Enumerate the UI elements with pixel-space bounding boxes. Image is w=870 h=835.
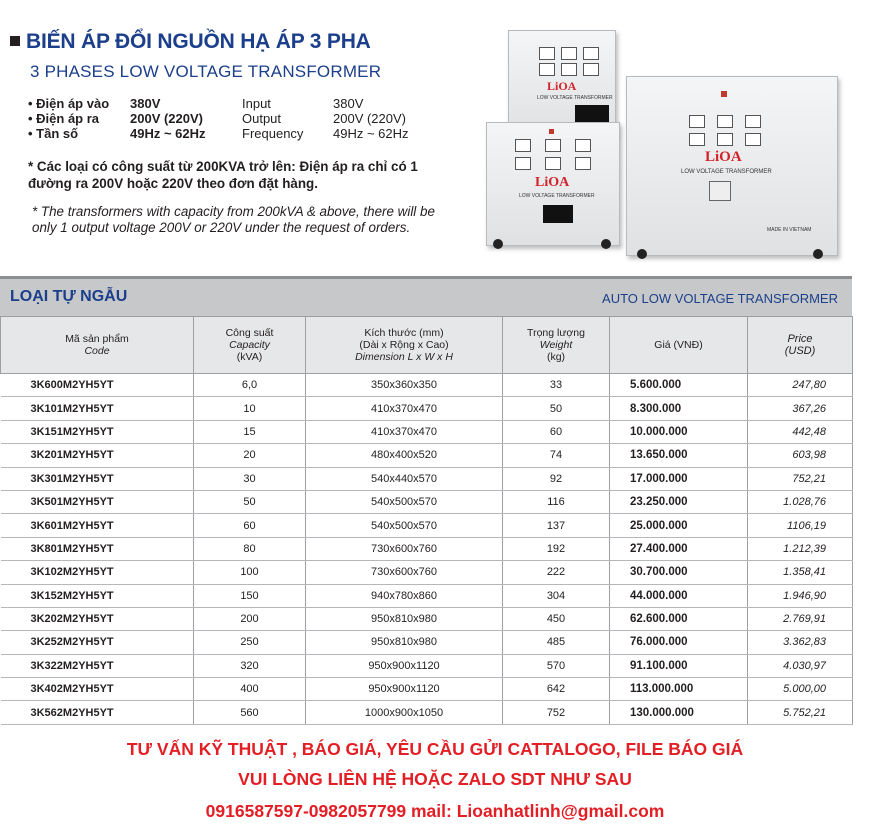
meter-icon (561, 63, 577, 76)
meter-icon (689, 133, 705, 146)
col-code (1, 317, 194, 374)
spec-value-vn: 200V (220V) (130, 111, 203, 126)
col-cap-en: Capacity (229, 339, 270, 351)
col-dim-vn: Kích thước (mm) (364, 327, 444, 339)
cell-vnd: 5.600.000 (610, 374, 748, 397)
cell-vnd: 130.000.000 (610, 701, 748, 724)
table-row (1, 420, 853, 443)
cell-wt: 137 (503, 514, 610, 537)
cell-code: 3K801M2YH5YT (1, 537, 194, 560)
cell-dim: 410x370x470 (306, 397, 503, 420)
bullet-square-icon (10, 36, 20, 46)
cell-wt: 192 (503, 537, 610, 560)
meter-icon (717, 133, 733, 146)
cell-dim: 350x360x350 (306, 374, 503, 397)
table-row (1, 444, 853, 467)
spec-label-vn: • Tần số (28, 126, 79, 141)
spec-value-vn: 380V (130, 96, 161, 111)
cell-usd: 442,48 (748, 420, 853, 443)
cell-wt: 752 (503, 701, 610, 724)
cell-dim: 540x440x570 (306, 467, 503, 490)
cell-dim: 1000x900x1050 (306, 701, 503, 724)
cell-cap: 150 (194, 584, 306, 607)
spec-row (28, 96, 448, 111)
spec-value-en: 49Hz ~ 62Hz (333, 126, 409, 141)
col-dim-en: Dimension L x W x H (355, 351, 453, 363)
cell-code: 3K402M2YH5YT (1, 678, 194, 701)
cell-wt: 60 (503, 420, 610, 443)
spec-row (28, 126, 448, 141)
col-cap-unit: (kVA) (236, 351, 263, 363)
footer-line-1: TƯ VẤN KỸ THUẬT , BÁO GIÁ, YÊU CẦU GỬI CATTALOGO, FILE BÁO GIÁ (126, 739, 744, 759)
meter-icon (717, 115, 733, 128)
table-title-bar (0, 276, 852, 317)
cell-usd: 1.946,90 (748, 584, 853, 607)
cell-wt: 304 (503, 584, 610, 607)
cabinet-medium (486, 122, 620, 246)
cabinet-label: LOW VOLTAGE TRANSFORMER (537, 95, 613, 101)
cell-usd: 3.362,83 (748, 631, 853, 654)
cell-vnd: 17.000.000 (610, 467, 748, 490)
cell-dim: 950x900x1120 (306, 678, 503, 701)
cell-code: 3K201M2YH5YT (1, 444, 194, 467)
spec-label-en: Input (242, 96, 271, 111)
table-row (1, 701, 853, 724)
cell-dim: 940x780x860 (306, 584, 503, 607)
meter-icon (515, 157, 531, 170)
meter-icon (561, 47, 577, 60)
cell-cap: 100 (194, 561, 306, 584)
cell-cap: 320 (194, 654, 306, 677)
cell-wt: 92 (503, 467, 610, 490)
col-wt-en: Weight (539, 339, 573, 351)
cell-code: 3K102M2YH5YT (1, 561, 194, 584)
cell-usd: 1106,19 (748, 514, 853, 537)
cell-cap: 50 (194, 490, 306, 513)
cell-dim: 950x810x980 (306, 631, 503, 654)
table-row (1, 467, 853, 490)
cell-wt: 642 (503, 678, 610, 701)
cell-code: 3K202M2YH5YT (1, 607, 194, 630)
cell-cap: 6,0 (194, 374, 306, 397)
wheel-icon (637, 249, 647, 259)
cell-cap: 200 (194, 607, 306, 630)
cabinet-label: LOW VOLTAGE TRANSFORMER (681, 169, 772, 175)
cell-dim: 730x600x760 (306, 561, 503, 584)
meter-icon (583, 47, 599, 60)
cell-cap: 250 (194, 631, 306, 654)
spec-value-en: 380V (333, 96, 364, 111)
wheel-icon (601, 239, 611, 249)
cabinet-small (508, 30, 616, 137)
footer-line-2: VUI LÒNG LIÊN HỆ HOẶC ZALO SDT NHƯ SAU (238, 769, 632, 789)
brand-logo: LiOA (547, 79, 577, 93)
col-vnd-label: Giá (VNĐ) (654, 339, 703, 351)
table-row (1, 678, 853, 701)
made-in-label: MADE IN VIETNAM (767, 227, 812, 233)
spec-list (28, 96, 448, 141)
cell-usd: 1.212,39 (748, 537, 853, 560)
price-table (0, 316, 853, 725)
cell-wt: 50 (503, 397, 610, 420)
cell-usd: 752,21 (748, 467, 853, 490)
cell-vnd: 44.000.000 (610, 584, 748, 607)
cell-code: 3K151M2YH5YT (1, 420, 194, 443)
cell-vnd: 30.700.000 (610, 561, 748, 584)
brand-logo: LiOA (705, 149, 742, 165)
col-code-en: Code (84, 345, 110, 357)
table-row (1, 537, 853, 560)
cell-vnd: 91.100.000 (610, 654, 748, 677)
cell-vnd: 62.600.000 (610, 607, 748, 630)
wheel-icon (813, 249, 823, 259)
table-row (1, 631, 853, 654)
cell-wt: 485 (503, 631, 610, 654)
cell-usd: 247,80 (748, 374, 853, 397)
spec-value-vn: 49Hz ~ 62Hz (130, 126, 206, 141)
cell-code: 3K601M2YH5YT (1, 514, 194, 537)
meter-icon (745, 133, 761, 146)
cell-code: 3K252M2YH5YT (1, 631, 194, 654)
cell-cap: 60 (194, 514, 306, 537)
table-header-row (1, 317, 853, 374)
table-title-en: AUTO LOW VOLTAGE TRANSFORMER (602, 291, 838, 306)
col-usd-en: Price (787, 333, 813, 345)
col-capacity (194, 317, 306, 374)
cell-usd: 5.000,00 (748, 678, 853, 701)
table-row (1, 490, 853, 513)
page-title (10, 30, 371, 54)
note-en: * The transformers with capacity from 200kVA & above, there will be only 1 output voltage 200V or 220V under the request of orders. (32, 204, 435, 235)
indicator-icon (549, 129, 554, 134)
spec-row (28, 111, 448, 126)
breaker-icon (709, 181, 731, 201)
cell-vnd: 113.000.000 (610, 678, 748, 701)
col-price-usd (748, 317, 853, 374)
meter-icon (545, 139, 561, 152)
brand-logo: LiOA (535, 175, 570, 190)
spec-value-en: 200V (220V) (333, 111, 406, 126)
title-vn-text: BIẾN ÁP ĐỔI NGUỒN HẠ ÁP 3 PHA (26, 30, 371, 53)
cell-code: 3K301M2YH5YT (1, 467, 194, 490)
cell-code: 3K501M2YH5YT (1, 490, 194, 513)
cell-usd: 603,98 (748, 444, 853, 467)
cell-wt: 450 (503, 607, 610, 630)
cell-cap: 20 (194, 444, 306, 467)
wheel-icon (493, 239, 503, 249)
meter-icon (545, 157, 561, 170)
cell-cap: 560 (194, 701, 306, 724)
col-cap-vn: Công suất (225, 327, 274, 339)
table-row (1, 561, 853, 584)
cell-usd: 1.358,41 (748, 561, 853, 584)
col-wt-unit: (kg) (546, 351, 566, 363)
cabinet-label: LOW VOLTAGE TRANSFORMER (519, 193, 595, 199)
meter-icon (575, 139, 591, 152)
spec-label-vn: • Điện áp ra (28, 111, 100, 126)
cell-dim: 540x500x570 (306, 490, 503, 513)
cell-cap: 30 (194, 467, 306, 490)
table-row (1, 397, 853, 420)
col-code-vn: Mã sản phẩm (65, 333, 129, 345)
footer-contact[interactable]: 0916587597-0982057799 mail: Lioanhatlinh@gmail.com (205, 801, 665, 821)
note-vn: * Các loại có công suất từ 200KVA trở lên: Điện áp ra chỉ có 1 đường ra 200V hoặc 220V theo đơn đặt hàng. (28, 159, 418, 191)
cell-vnd: 23.250.000 (610, 490, 748, 513)
cell-dim: 730x600x760 (306, 537, 503, 560)
table-row (1, 514, 853, 537)
cell-code: 3K322M2YH5YT (1, 654, 194, 677)
col-price-vnd (610, 317, 748, 374)
cell-usd: 4.030,97 (748, 654, 853, 677)
table-title-vn: LOẠI TỰ NGẪU (10, 288, 128, 305)
meter-icon (575, 157, 591, 170)
cell-vnd: 27.400.000 (610, 537, 748, 560)
cell-wt: 116 (503, 490, 610, 513)
cell-dim: 950x810x980 (306, 607, 503, 630)
cell-dim: 410x370x470 (306, 420, 503, 443)
meter-icon (689, 115, 705, 128)
table-row (1, 374, 853, 397)
col-dim-vn2: (Dài x Rộng x Cao) (359, 339, 449, 351)
cell-dim: 540x500x570 (306, 514, 503, 537)
cabinet-large (626, 76, 838, 256)
col-weight (503, 317, 610, 374)
cell-wt: 74 (503, 444, 610, 467)
cell-cap: 80 (194, 537, 306, 560)
col-wt-vn: Trọng lượng (527, 327, 585, 339)
indicator-icon (721, 91, 727, 97)
cell-usd: 1.028,76 (748, 490, 853, 513)
cell-cap: 15 (194, 420, 306, 443)
cell-code: 3K101M2YH5YT (1, 397, 194, 420)
breaker-icon (543, 205, 573, 223)
cell-usd: 5.752,21 (748, 701, 853, 724)
cell-vnd: 10.000.000 (610, 420, 748, 443)
cell-vnd: 8.300.000 (610, 397, 748, 420)
cell-code: 3K600M2YH5YT (1, 374, 194, 397)
cell-wt: 570 (503, 654, 610, 677)
cell-cap: 10 (194, 397, 306, 420)
cell-dim: 950x900x1120 (306, 654, 503, 677)
cell-usd: 2.769,91 (748, 607, 853, 630)
spec-label-en: Output (242, 111, 282, 126)
cell-wt: 33 (503, 374, 610, 397)
table-row (1, 584, 853, 607)
page-subtitle: 3 PHASES LOW VOLTAGE TRANSFORMER (30, 62, 382, 81)
cell-usd: 367,26 (748, 397, 853, 420)
meter-icon (583, 63, 599, 76)
cell-code: 3K152M2YH5YT (1, 584, 194, 607)
col-usd-unit: (USD) (784, 345, 816, 357)
meter-icon (539, 63, 555, 76)
col-dimension (306, 317, 503, 374)
table-row (1, 654, 853, 677)
meter-icon (515, 139, 531, 152)
spec-label-vn: • Điện áp vào (28, 96, 110, 111)
cell-vnd: 25.000.000 (610, 514, 748, 537)
spec-label-en: Frequency (242, 126, 304, 141)
cell-cap: 400 (194, 678, 306, 701)
cell-vnd: 76.000.000 (610, 631, 748, 654)
cell-wt: 222 (503, 561, 610, 584)
product-image (478, 18, 848, 268)
meter-icon (745, 115, 761, 128)
table-row (1, 607, 853, 630)
meter-icon (539, 47, 555, 60)
cell-dim: 480x400x520 (306, 444, 503, 467)
cell-vnd: 13.650.000 (610, 444, 748, 467)
cell-code: 3K562M2YH5YT (1, 701, 194, 724)
